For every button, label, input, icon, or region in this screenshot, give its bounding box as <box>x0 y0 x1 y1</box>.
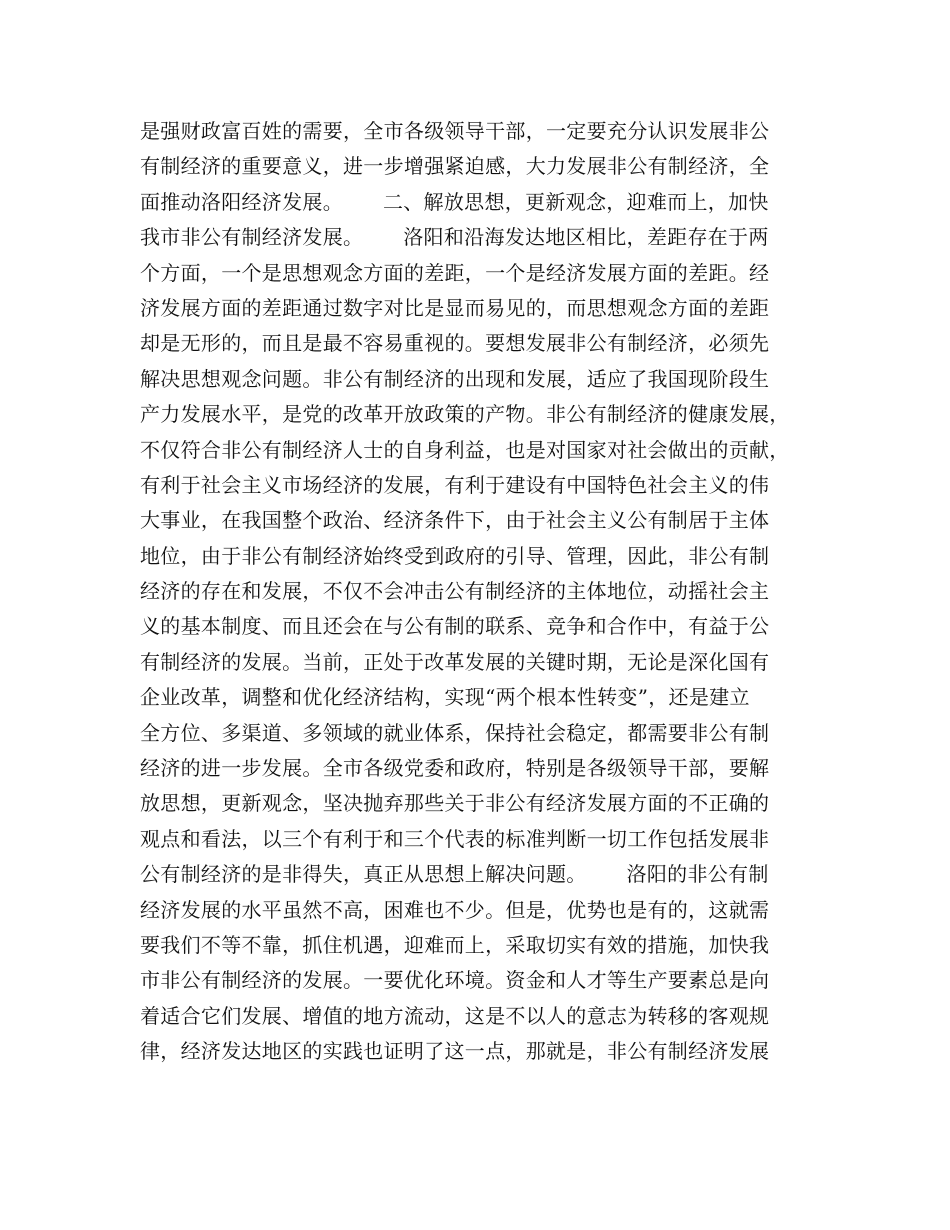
text-line: 有制经济的重要意义，进一步增强紧迫感，大力发展非公有制经济，全 <box>140 154 770 179</box>
text-line: 产力发展水平，是党的改革开放政策的产物。非公有制经济的健康发展， <box>140 402 790 427</box>
text-line: 却是无形的，而且是最不容易重视的。要想发展非公有制经济，必须先 <box>140 331 770 356</box>
text-line: 济发展方面的差距通过数字对比是显而易见的，而思想观念方面的差距 <box>140 295 770 320</box>
text-line: 面推动洛阳经济发展。 二、解放思想，更新观念，迎难而上，加快 <box>140 189 769 214</box>
text-line: 企业改革，调整和优化经济结构，实现“两个根本性转变”，还是建立 <box>140 685 750 710</box>
text-line: 是强财政富百姓的需要，全市各级领导干部，一定要充分认识发展非公 <box>140 119 770 143</box>
body-text <box>140 114 830 1070</box>
text-line: 大事业，在我国整个政治、经济条件下，由于社会主义公有制居于主体 <box>140 508 770 533</box>
text-line: 经济的存在和发展，不仅不会冲击公有制经济的主体地位，动摇社会主 <box>140 579 770 604</box>
text-line: 有利于社会主义市场经济的发展，有利于建设有中国特色社会主义的伟 <box>140 472 770 497</box>
text-line: 有制经济的发展。当前，正处于改革发展的关键时期，无论是深化国有 <box>140 649 770 674</box>
text-line: 放思想，更新观念，坚决抛弃那些关于非公有经济发展方面的不正确的 <box>140 791 770 816</box>
text-line: 地位，由于非公有制经济始终受到政府的引导、管理，因此，非公有制 <box>140 543 770 568</box>
text-line: 观点和看法，以三个有利于和三个代表的标准判断一切工作包括发展非 <box>140 826 770 851</box>
text-line: 义的基本制度、而且还会在与公有制的联系、竞争和合作中，有益于公 <box>140 614 770 639</box>
text-line: 经济发展的水平虽然不高，困难也不少。但是，优势也是有的，这就需 <box>140 897 770 922</box>
text-line: 不仅符合非公有制经济人士的自身利益，也是对国家对社会做出的贡献， <box>140 437 790 462</box>
text-line: 解决思想观念问题。非公有制经济的出现和发展，适应了我国现阶段生 <box>140 366 770 391</box>
text-line: 公有制经济的是非得失，真正从思想上解决问题。 洛阳的非公有制 <box>140 862 769 887</box>
text-line: 市非公有制经济的发展。一要优化环境。资金和人才等生产要素总是向 <box>140 968 770 993</box>
text-line: 着适合它们发展、增值的地方流动，这是不以人的意志为转移的客观规 <box>140 1003 770 1028</box>
text-line: 要我们不等不靠，抓住机遇，迎难而上，采取切实有效的措施，加快我 <box>140 932 770 957</box>
text-line: 我市非公有制经济发展。 洛阳和沿海发达地区相比，差距存在于两 <box>140 225 769 250</box>
text-line: 经济的进一步发展。全市各级党委和政府，特别是各级领导干部，要解 <box>140 756 770 781</box>
text-line: 全方位、多渠道、多领域的就业体系，保持社会稳定，都需要非公有制 <box>140 720 770 745</box>
text-line: 律，经济发达地区的实践也证明了这一点，那就是，非公有制经济发展 <box>140 1039 770 1064</box>
text-line: 个方面，一个是思想观念方面的差距，一个是经济发展方面的差距。经 <box>140 260 770 285</box>
